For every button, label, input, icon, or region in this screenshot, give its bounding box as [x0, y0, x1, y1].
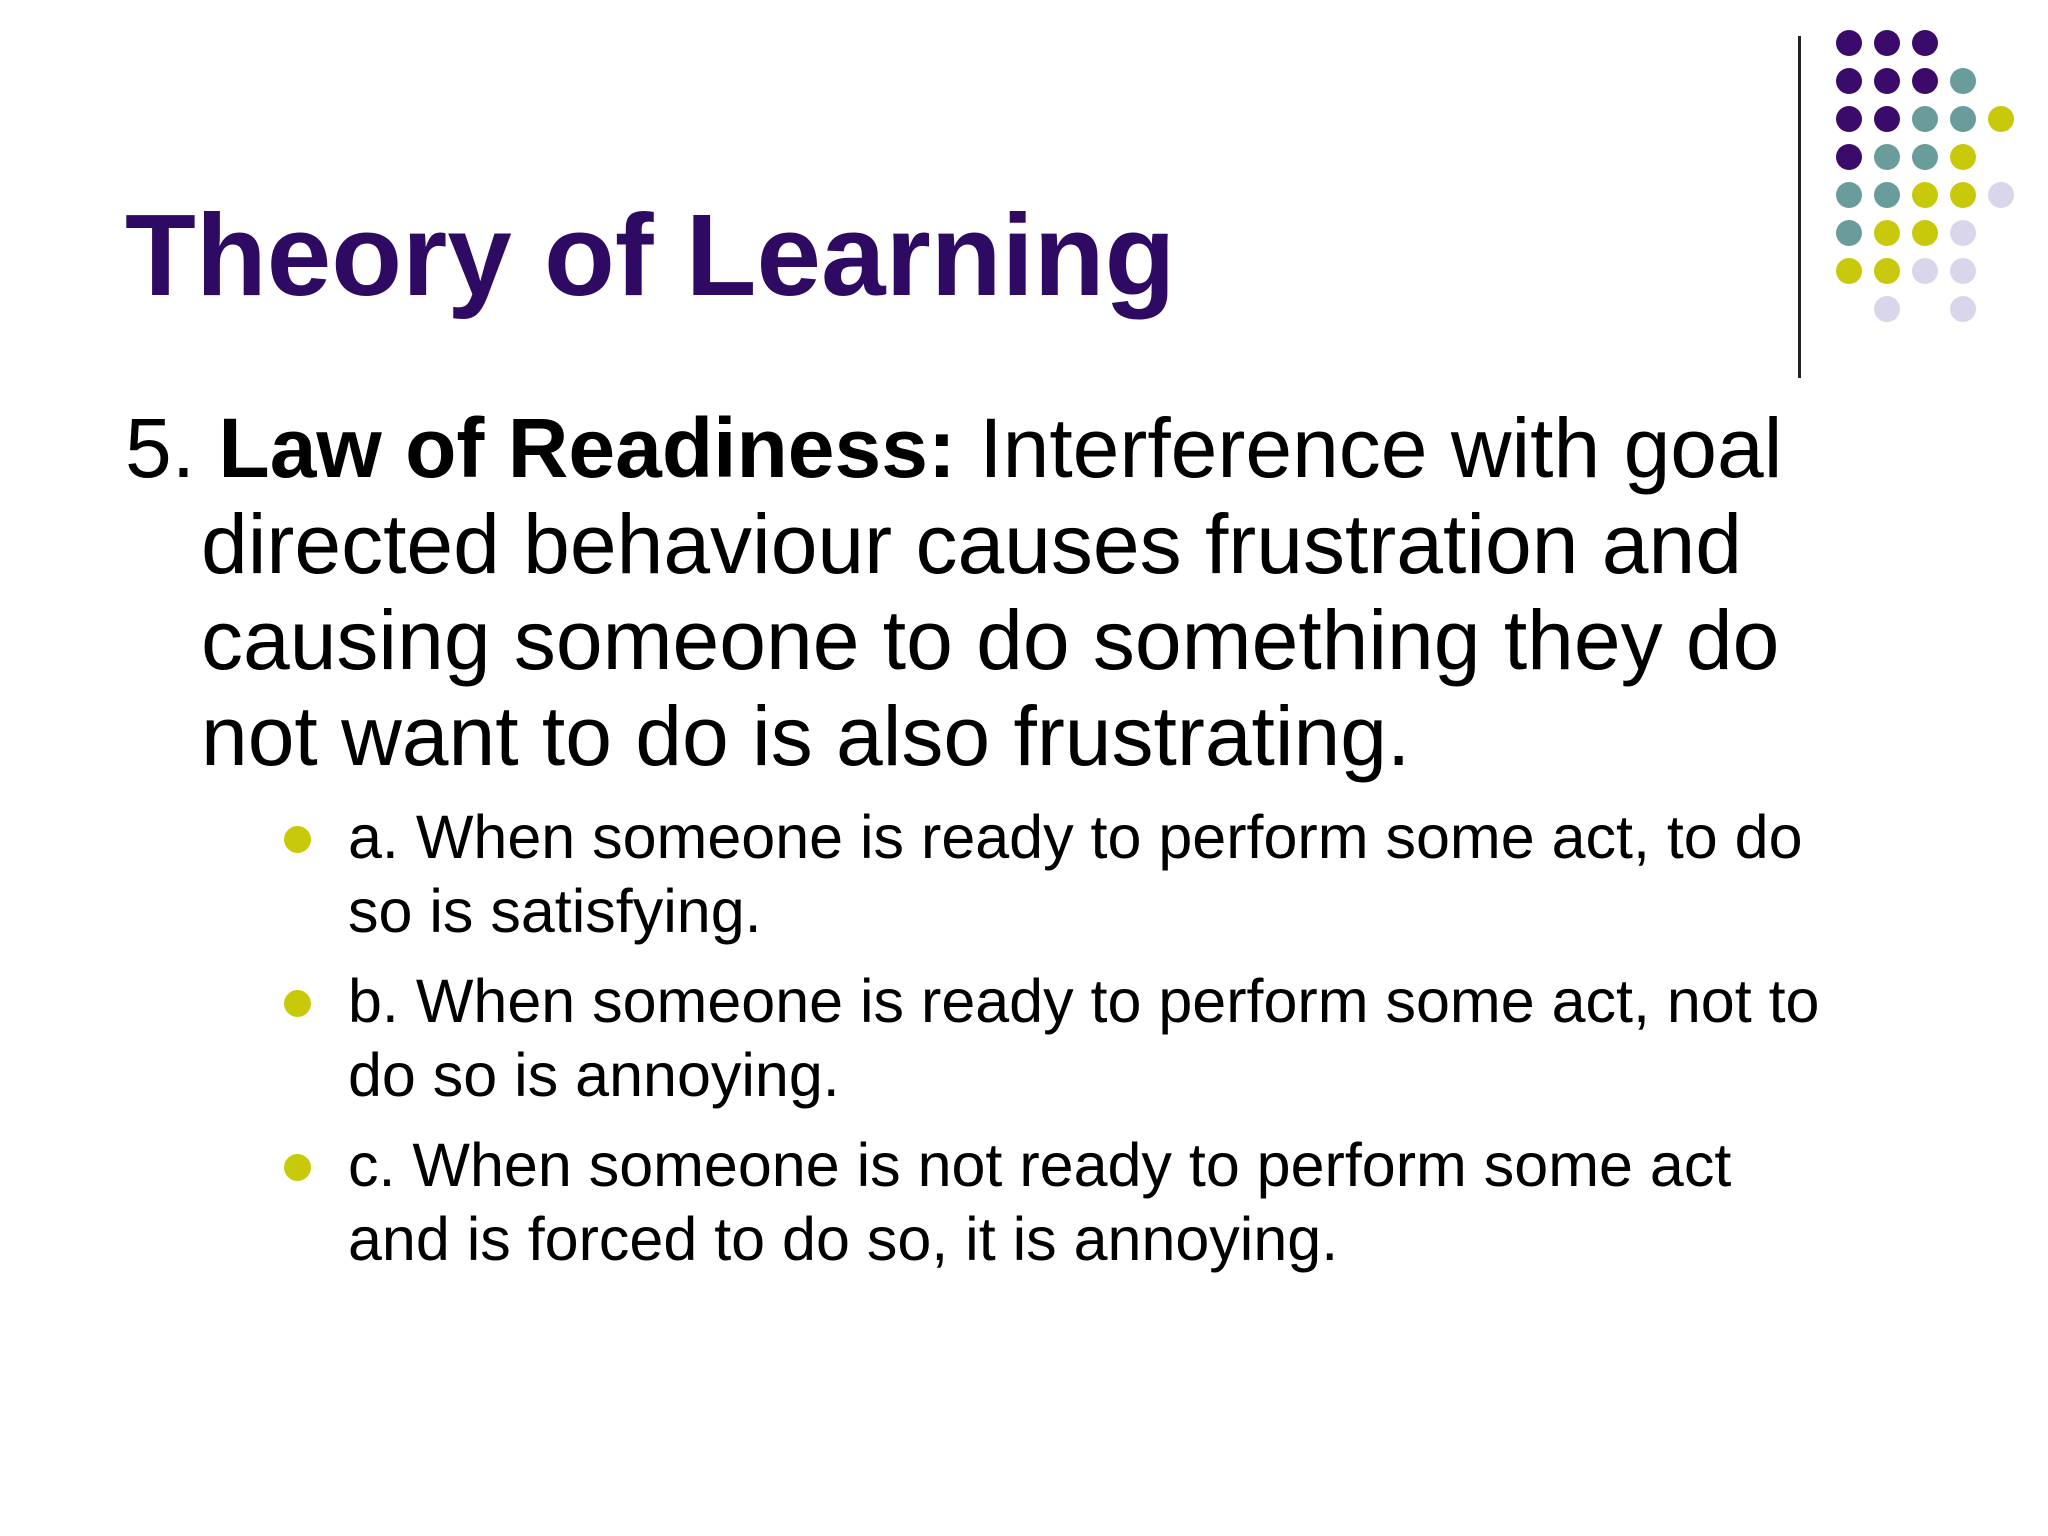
sub-point-line: c. When someone is not ready to perform some act [348, 1131, 1732, 1199]
decorative-dot [1874, 258, 1900, 284]
decorative-dot [1874, 30, 1900, 56]
decorative-dot [1950, 296, 1976, 322]
decorative-dot [1988, 182, 2014, 208]
sub-point-line: so is satisfying. [348, 877, 762, 945]
decorative-dot [1988, 106, 2014, 132]
decorative-dot-grid [1836, 30, 2036, 340]
decorative-dot [1950, 220, 1976, 246]
decorative-dot [1912, 144, 1938, 170]
decorative-dot [1836, 106, 1862, 132]
decorative-dot [1836, 68, 1862, 94]
sub-point-c [280, 1128, 1980, 1276]
decorative-dot [1950, 182, 1976, 208]
main-point [125, 400, 1825, 784]
sub-point-b [280, 964, 1980, 1112]
decorative-dot [1874, 296, 1900, 322]
decorative-dot [1912, 30, 1938, 56]
decorative-dot [1912, 182, 1938, 208]
decorative-dot [1912, 106, 1938, 132]
bullet-dot-icon [284, 990, 311, 1017]
decorative-dot [1836, 220, 1862, 246]
sub-point-line: a. When someone is ready to perform some act, to do [348, 803, 1803, 871]
main-point-line: causing someone to do something they do [201, 593, 1780, 687]
sub-point-a [280, 800, 1980, 948]
decorative-dot [1836, 258, 1862, 284]
decorative-dot [1950, 258, 1976, 284]
decorative-dot [1836, 144, 1862, 170]
slide-title: Theory of Learning [125, 190, 1176, 320]
main-point-line [125, 400, 1825, 496]
decorative-dot [1912, 258, 1938, 284]
bullet-dot-icon [284, 1154, 311, 1181]
decorative-dot [1874, 68, 1900, 94]
decorative-dot [1836, 182, 1862, 208]
sub-point-line: and is forced to do so, it is annoying. [348, 1205, 1339, 1273]
vertical-divider [1798, 36, 1801, 378]
decorative-dot [1950, 68, 1976, 94]
sub-point-line: do so is annoying. [348, 1041, 840, 1109]
decorative-dot [1874, 182, 1900, 208]
decorative-dot [1874, 144, 1900, 170]
decorative-dot [1874, 106, 1900, 132]
decorative-dot [1874, 220, 1900, 246]
decorative-dot [1950, 144, 1976, 170]
decorative-dot [1912, 220, 1938, 246]
decorative-dot [1836, 30, 1862, 56]
sub-point-list [280, 800, 1980, 1292]
main-point-number: 5. [125, 401, 219, 495]
sub-point-line: b. When someone is ready to perform some act, not to [348, 967, 1820, 1035]
decorative-dot [1912, 68, 1938, 94]
decorative-dot [1950, 106, 1976, 132]
main-point-line: not want to do is also frustrating. [201, 689, 1411, 783]
main-point-heading: Law of Readiness: [218, 401, 956, 495]
bullet-dot-icon [284, 826, 311, 853]
main-point-text: Interference with goal [955, 401, 1783, 495]
main-point-line: directed behaviour causes frustration and [201, 497, 1742, 591]
